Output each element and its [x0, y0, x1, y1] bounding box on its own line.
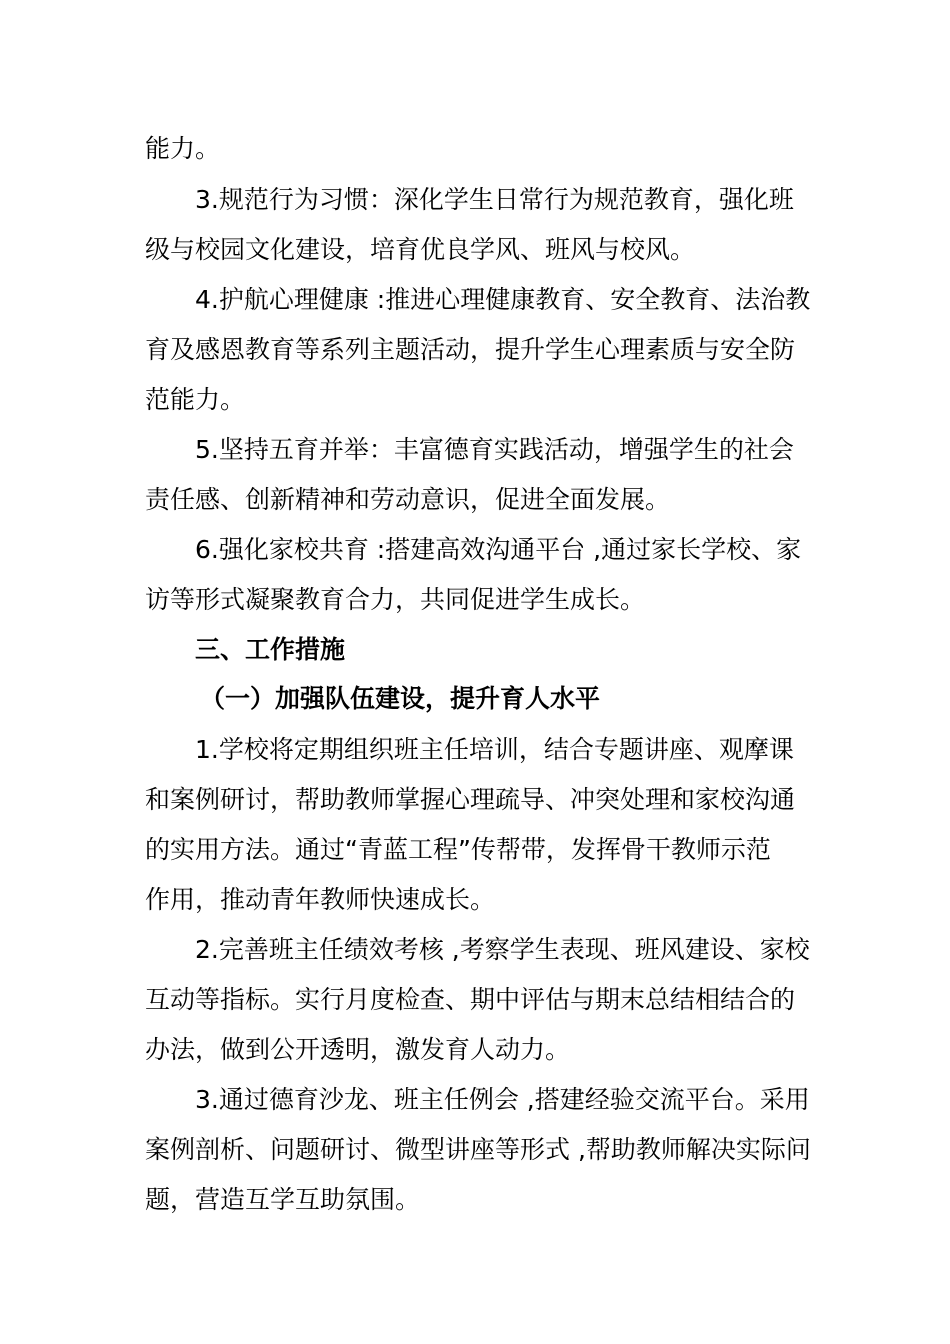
- paragraph-line: 的实用方法。通过“青蓝工程”传帮带，发挥骨干教师示范: [145, 835, 771, 864]
- paragraph-line: 作用，推动青年教师快速成长。: [145, 885, 496, 914]
- paragraph-line: 1.学校将定期组织班主任培训，结合专题讲座、观摩课: [195, 735, 794, 764]
- paragraph-line: 2.完善班主任绩效考核 ,考察学生表现、班风建设、家校: [195, 935, 810, 964]
- paragraph-line: 4.护航心理健康 :推进心理健康教育、安全教育、法治教: [195, 285, 811, 314]
- paragraph-line: 育及感恩教育等系列主题活动，提升学生心理素质与安全防: [145, 335, 796, 364]
- paragraph-line: 6.强化家校共育 :搭建高效沟通平台 ,通过家长学校、家: [195, 535, 802, 564]
- paragraph-line: 题，营造互学互助氛围。: [145, 1185, 421, 1214]
- paragraph-line: 访等形式凝聚教育合力，共同促进学生成长。: [145, 585, 646, 614]
- subsection-heading: （一）加强队伍建设，提升育人水平: [200, 684, 601, 713]
- paragraph-line: 3.规范行为习惯：深化学生日常行为规范教育，强化班: [195, 185, 794, 214]
- paragraph-line: 和案例研讨，帮助教师掌握心理疏导、冲突处理和家校沟通: [145, 785, 796, 814]
- paragraph-line: 责任感、创新精神和劳动意识，促进全面发展。: [145, 485, 671, 514]
- paragraph-line: 5.坚持五育并举：丰富德育实践活动，增强学生的社会: [195, 435, 794, 464]
- paragraph-line: 办法，做到公开透明，激发育人动力。: [145, 1035, 571, 1064]
- paragraph-line: 互动等指标。实行月度检查、期中评估与期末总结相结合的: [145, 985, 796, 1014]
- paragraph-line: 级与校园文化建设，培育优良学风、班风与校风。: [145, 235, 696, 264]
- paragraph-line: 能力。: [145, 134, 221, 163]
- paragraph-line: 3.通过德育沙龙、班主任例会 ,搭建经验交流平台。采用: [195, 1085, 810, 1114]
- paragraph-line: 案例剖析、问题研讨、微型讲座等形式 ,帮助教师解决实际问: [145, 1135, 811, 1164]
- paragraph-line: 范能力。: [145, 385, 246, 414]
- section-heading: 三、工作措施: [195, 635, 346, 664]
